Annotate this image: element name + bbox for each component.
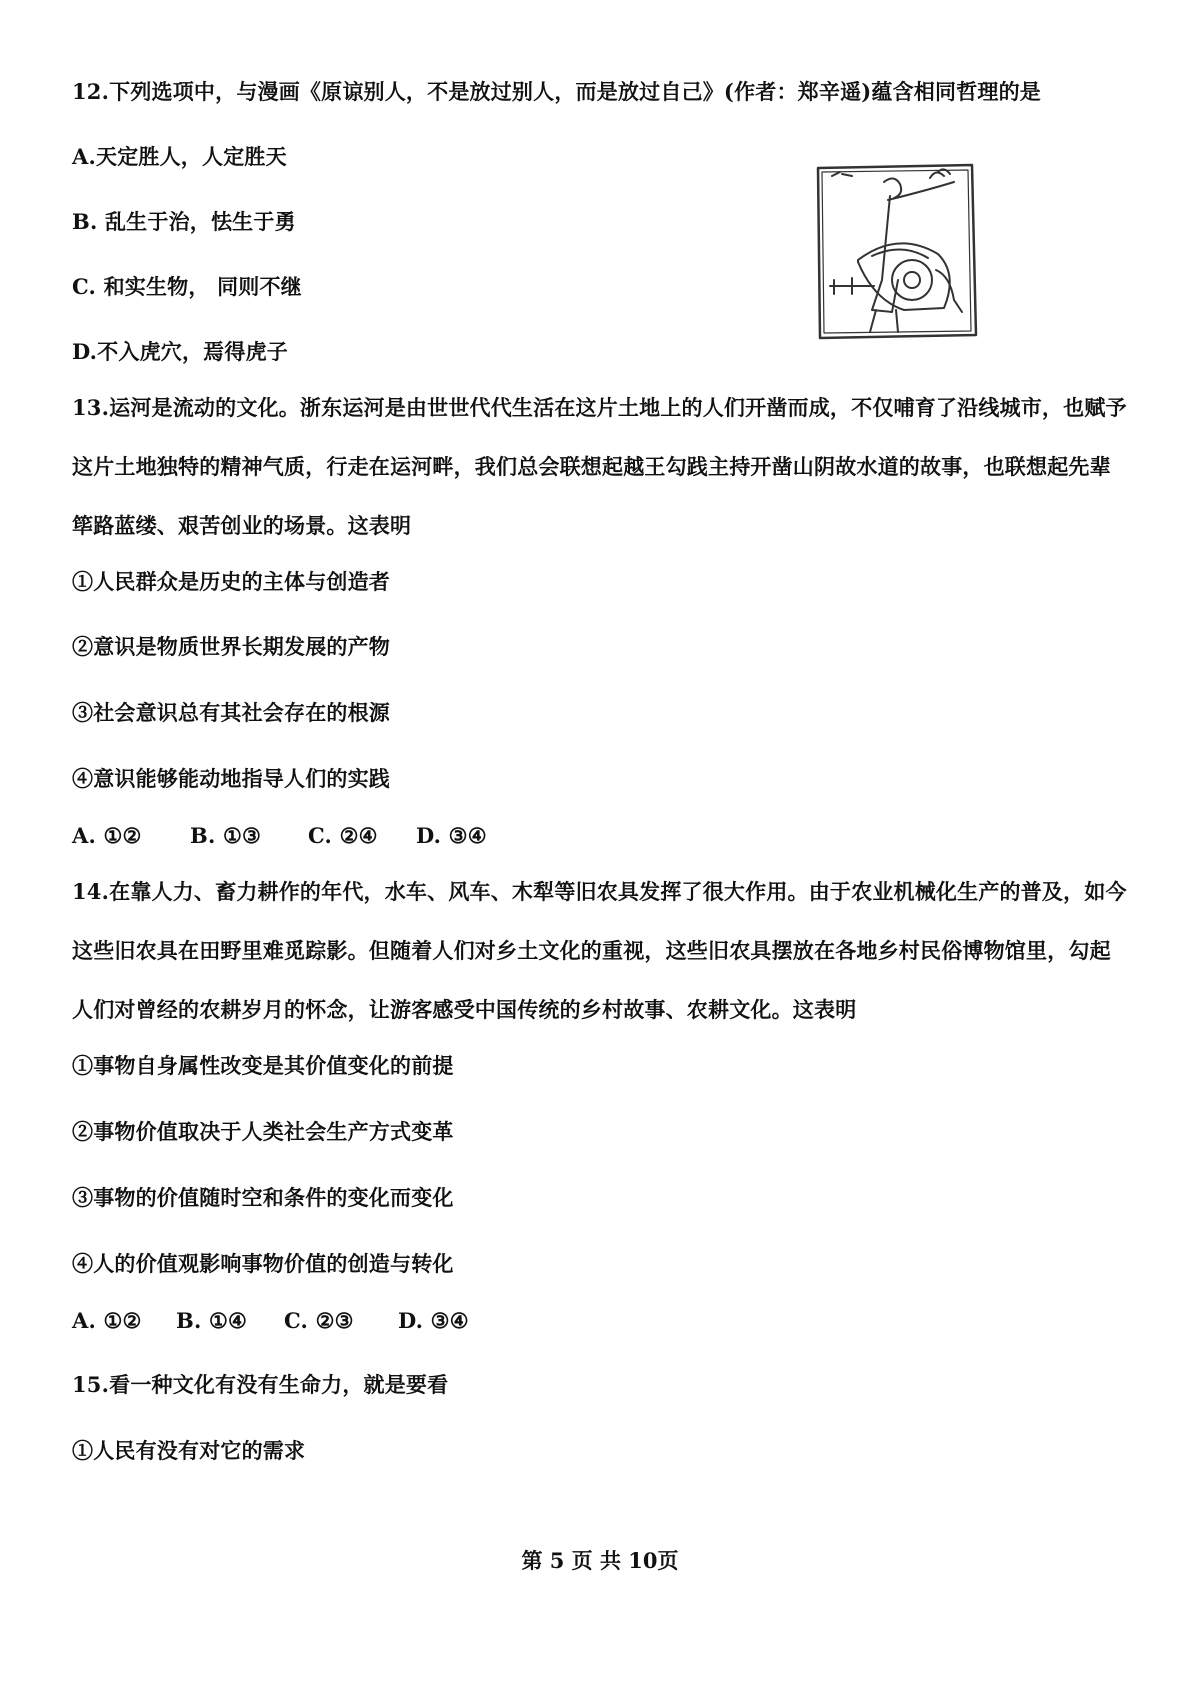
q13-option-b: B. ①③ — [190, 823, 262, 848]
q12-option-d: D.不入虎穴，焉得虎子 — [72, 339, 288, 364]
q14-statement-3: ③事物的价值随时空和条件的变化而变化 — [72, 1185, 454, 1210]
q13-stem-line-3: 筚路蓝缕、艰苦创业的场景。这表明 — [72, 513, 412, 538]
q12-stem: 12.下列选项中，与漫画《原谅别人，不是放过别人，而是放过自己》(作者：郑辛遥)蕴含相同哲理的是 — [72, 79, 1042, 104]
q15-stem: 15.看一种文化有没有生命力，就是要看 — [72, 1372, 449, 1397]
q13-statement-2: ②意识是物质世界长期发展的产物 — [72, 634, 390, 659]
q14-statement-4: ④人的价值观影响事物价值的创造与转化 — [72, 1251, 454, 1276]
q13-options — [72, 821, 487, 851]
q14-option-a: A. ①② — [72, 1308, 142, 1333]
q12-option-c: C. 和实生物， 同则不继 — [72, 274, 302, 299]
q13-stem-line-1: 13.运河是流动的文化。浙东运河是由世世代代生活在这片土地上的人们开凿而成，不仅哺育了沿线城市，也赋予 — [72, 395, 1127, 420]
q12-option-a: A.天定胜人，人定胜天 — [72, 144, 287, 169]
q12-option-b: B. 乱生于治，怯生于勇 — [72, 209, 296, 234]
comic-illustration — [812, 160, 982, 342]
q14-stem-line-1: 14.在靠人力、畜力耕作的年代，水车、风车、木犁等旧农具发挥了很大作用。由于农业机械化生产的普及，如今 — [72, 879, 1127, 904]
q13-stem-line-2: 这片土地独特的精神气质，行走在运河畔，我们总会联想起越王勾践主持开凿山阴故水道的故事，也联想起先辈 — [72, 454, 1111, 479]
q13-option-d: D. ③④ — [416, 823, 487, 848]
q13-statement-1: ①人民群众是历史的主体与创造者 — [72, 569, 390, 594]
q14-option-b: B. ①④ — [176, 1308, 248, 1333]
q14-stem-line-2: 这些旧农具在田野里难觅踪影。但随着人们对乡土文化的重视，这些旧农具摆放在各地乡村民俗博物馆里，勾起 — [72, 938, 1111, 963]
q13-option-a: A. ①② — [72, 823, 142, 848]
q13-option-c: C. ②④ — [308, 823, 378, 848]
q14-statement-1: ①事物自身属性改变是其价值变化的前提 — [72, 1053, 454, 1078]
q14-statement-2: ②事物价值取决于人类社会生产方式变革 — [72, 1119, 454, 1144]
q14-option-c: C. ②③ — [284, 1308, 354, 1333]
q13-statement-3: ③社会意识总有其社会存在的根源 — [72, 700, 390, 725]
q14-stem-line-3: 人们对曾经的农耕岁月的怀念，让游客感受中国传统的乡村故事、农耕文化。这表明 — [72, 997, 857, 1022]
q14-options — [72, 1306, 469, 1336]
page-footer: 第 5 页 共 10页 — [521, 1548, 679, 1573]
q14-option-d: D. ③④ — [398, 1308, 469, 1333]
q15-statement-1: ①人民有没有对它的需求 — [72, 1438, 306, 1463]
q13-statement-4: ④意识能够能动地指导人们的实践 — [72, 766, 390, 791]
